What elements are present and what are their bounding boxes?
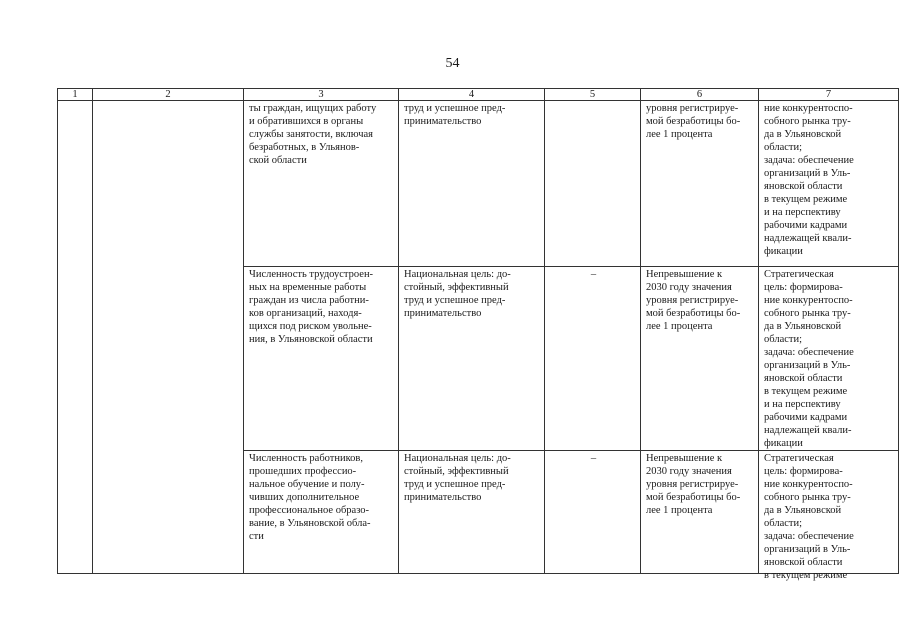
page-number: 54 [445,56,460,71]
column-header-6: 6 [641,89,759,101]
header-row [58,89,899,101]
strategic-goal-cell [759,267,899,451]
target-indicator-text: уровня регистрируе- мой безработицы бо- лее 1 процента [646,103,741,140]
indicator-name-cell [244,451,399,574]
target-indicator-text: Непревышение к 2030 году значения уровня регистрируе- мой безработицы бо- лее 1 процента [646,453,741,516]
national-goal-text: Национальная цель: до- стойный, эффективный труд и успешное пред- принимательство [404,453,511,503]
col5-text: – [590,453,597,464]
indicator-name-cell [244,267,399,451]
strategic-goal-cell [759,451,899,581]
col5-text: – [590,269,597,280]
col5-cell [545,267,641,451]
target-indicator-text: Непревышение к 2030 году значения уровня регистрируе- мой безработицы бо- лее 1 процента [646,269,741,332]
table-row [58,101,899,267]
column-header-3: 3 [244,89,399,101]
indicator-name-cell [244,101,399,267]
strategic-goal-text: Стратегическая цель: формирова- ние конкурентоспо- собного рынка тру- да в Ульяновской области; задача: обеспечение организаций в Уль- яновской области в текущем режиме и на перспективу рабочими кадрами надлежащей квали- фикации [764,269,854,449]
national-goal-text: труд и успешное пред- принимательство [404,103,506,127]
column-header-5: 5 [545,89,641,101]
national-goal-cell [399,101,545,267]
indicator-name-text: Численность трудоустроен- ных на временные работы граждан из числа работни- ков организаций, находя- щихся под риском увольне- ния, в Ульяновской области [249,269,374,345]
target-indicator-cell [641,267,759,451]
column-header-2: 2 [93,89,244,101]
indicator-name-text: ты граждан, ищущих работу и обратившихся в органы службы занятости, включая безработных, в Ульянов- ской области [249,103,377,166]
column-header-7: 7 [759,89,899,101]
national-goal-cell [399,451,545,574]
indicators-table [57,88,899,581]
national-goal-cell [399,267,545,451]
col5-cell [545,451,641,574]
column-header-4: 4 [399,89,545,101]
strategic-goal-text: ние конкурентоспо- собного рынка тру- да в Ульяновской области; задача: обеспечение организаций в Уль- яновской области в текущем режиме и на перспективу рабочими кадрами надлежащей квали- фикации [764,103,854,257]
strategic-goal-text: Стратегическая цель: формирова- ние конкурентоспо- собного рынка тру- да в Ульяновской области; задача: обеспечение организаций в Уль- яновской области в текущем режиме [764,453,854,581]
col5-cell [545,101,641,267]
cell-col2 [93,101,244,574]
target-indicator-cell [641,451,759,574]
column-header-1: 1 [58,89,93,101]
strategic-goal-cell [759,101,899,267]
target-indicator-cell [641,101,759,267]
national-goal-text: Национальная цель: до- стойный, эффективный труд и успешное пред- принимательство [404,269,511,319]
cell-col1 [58,101,93,574]
indicator-name-text: Численность работников, прошедших профессио- нальное обучение и полу- чивших дополнительное профессиональное образо- вание, в Ульяновской обла- сти [249,453,371,542]
